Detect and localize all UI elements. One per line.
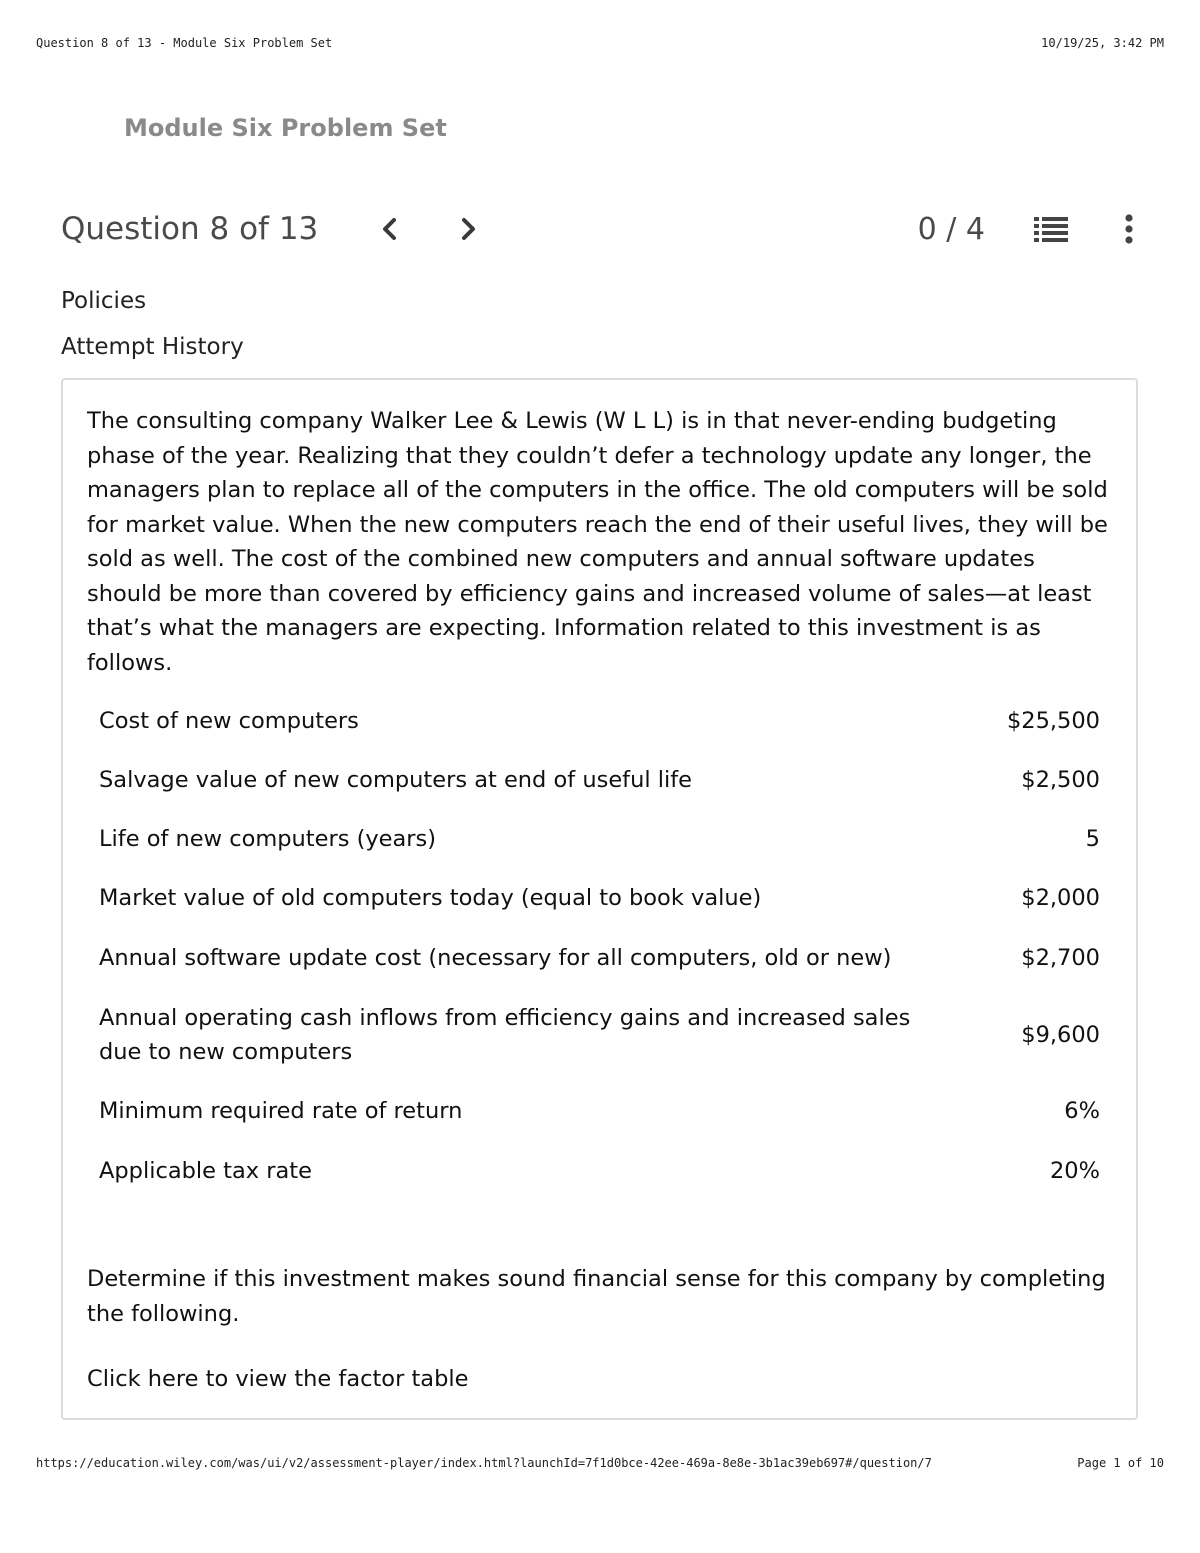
table-row-label: Market value of old computers today (equal to book value) — [99, 885, 762, 911]
print-url: https://education.wiley.com/was/ui/v2/assessment-player/index.html?launchId=7f1d0bce-42ee-469a-8e8e-3b1ac39eb697#/question/7 — [36, 1456, 932, 1470]
investment-table — [99, 691, 1100, 1201]
table-row-value: $2,000 — [1021, 885, 1100, 911]
question-header-bar — [61, 205, 1139, 253]
chevron-right-icon — [460, 216, 478, 242]
table-row-label: Annual software update cost (necessary for all computers, old or new) — [99, 945, 892, 971]
chevron-left-icon — [380, 216, 398, 242]
table-row-value: 5 — [1085, 825, 1100, 852]
table-row-value: 20% — [1049, 1158, 1100, 1184]
table-row-value: $9,600 — [1021, 1021, 1100, 1048]
question-card — [61, 378, 1138, 1420]
factor-table-link[interactable]: Click here to view the factor table — [87, 1366, 469, 1392]
table-row — [99, 868, 1100, 928]
print-page-title: Question 8 of 13 - Module Six Problem Set — [36, 36, 333, 50]
table-row — [99, 928, 1100, 988]
policies-link[interactable]: Policies — [61, 288, 147, 314]
table-row — [99, 691, 1100, 750]
table-row — [99, 750, 1100, 809]
table-row — [99, 988, 1100, 1081]
table-row-label: Applicable tax rate — [99, 1158, 312, 1184]
table-row-label: Annual operating cash inflows from efficiency gains and increased sales due to new computers — [99, 1004, 911, 1065]
question-intro: The consulting company Walker Lee & Lewis (W L L) is in that never-ending budgeting phase of the year. Realizing that they couldn’t defer a technology update any longer, the managers plan to replace all of the computers in the office. The old computers will be sold for market value. When the new computers reach the end of their useful lives, they will be sold as well. The cost of the combined new computers and annual software updates should be more than covered by efficiency gains and increased volume of sales—at least that’s what the managers are expecting. Information related to this investment is as follows. — [87, 408, 1108, 676]
print-page-number: Page 1 of 10 — [1077, 1456, 1164, 1470]
table-row-label: Cost of new computers — [99, 707, 359, 734]
more-vertical-icon — [1124, 214, 1134, 244]
table-row-label: Salvage value of new computers at end of useful life — [99, 766, 693, 793]
attempt-history-link[interactable]: Attempt History — [61, 334, 244, 360]
module-title: Module Six Problem Set — [124, 114, 447, 142]
table-row — [99, 809, 1100, 868]
more-options-button[interactable] — [1119, 209, 1139, 249]
print-datetime: 10/19/25, 3:42 PM — [1041, 36, 1164, 50]
question-list-icon — [1034, 215, 1068, 243]
table-row-value: $25,500 — [1006, 707, 1100, 734]
question-instruction: Determine if this investment makes sound financial sense for this company by completing the following. — [87, 1266, 1106, 1327]
print-header — [36, 36, 1164, 50]
table-row — [99, 1141, 1100, 1201]
question-list-button[interactable] — [1031, 209, 1071, 249]
table-row-label: Minimum required rate of return — [99, 1098, 463, 1124]
table-row-value: $2,500 — [1021, 766, 1100, 793]
previous-question-button[interactable] — [374, 214, 404, 244]
print-footer — [36, 1456, 1164, 1470]
question-title: Question 8 of 13 — [61, 211, 319, 247]
table-row-value: 6% — [1064, 1098, 1100, 1124]
table-row-value: $2,700 — [1021, 945, 1100, 971]
table-row — [99, 1081, 1100, 1141]
table-row-label: Life of new computers (years) — [99, 825, 437, 852]
score: 0 / 4 — [917, 211, 985, 247]
next-question-button[interactable] — [454, 214, 484, 244]
